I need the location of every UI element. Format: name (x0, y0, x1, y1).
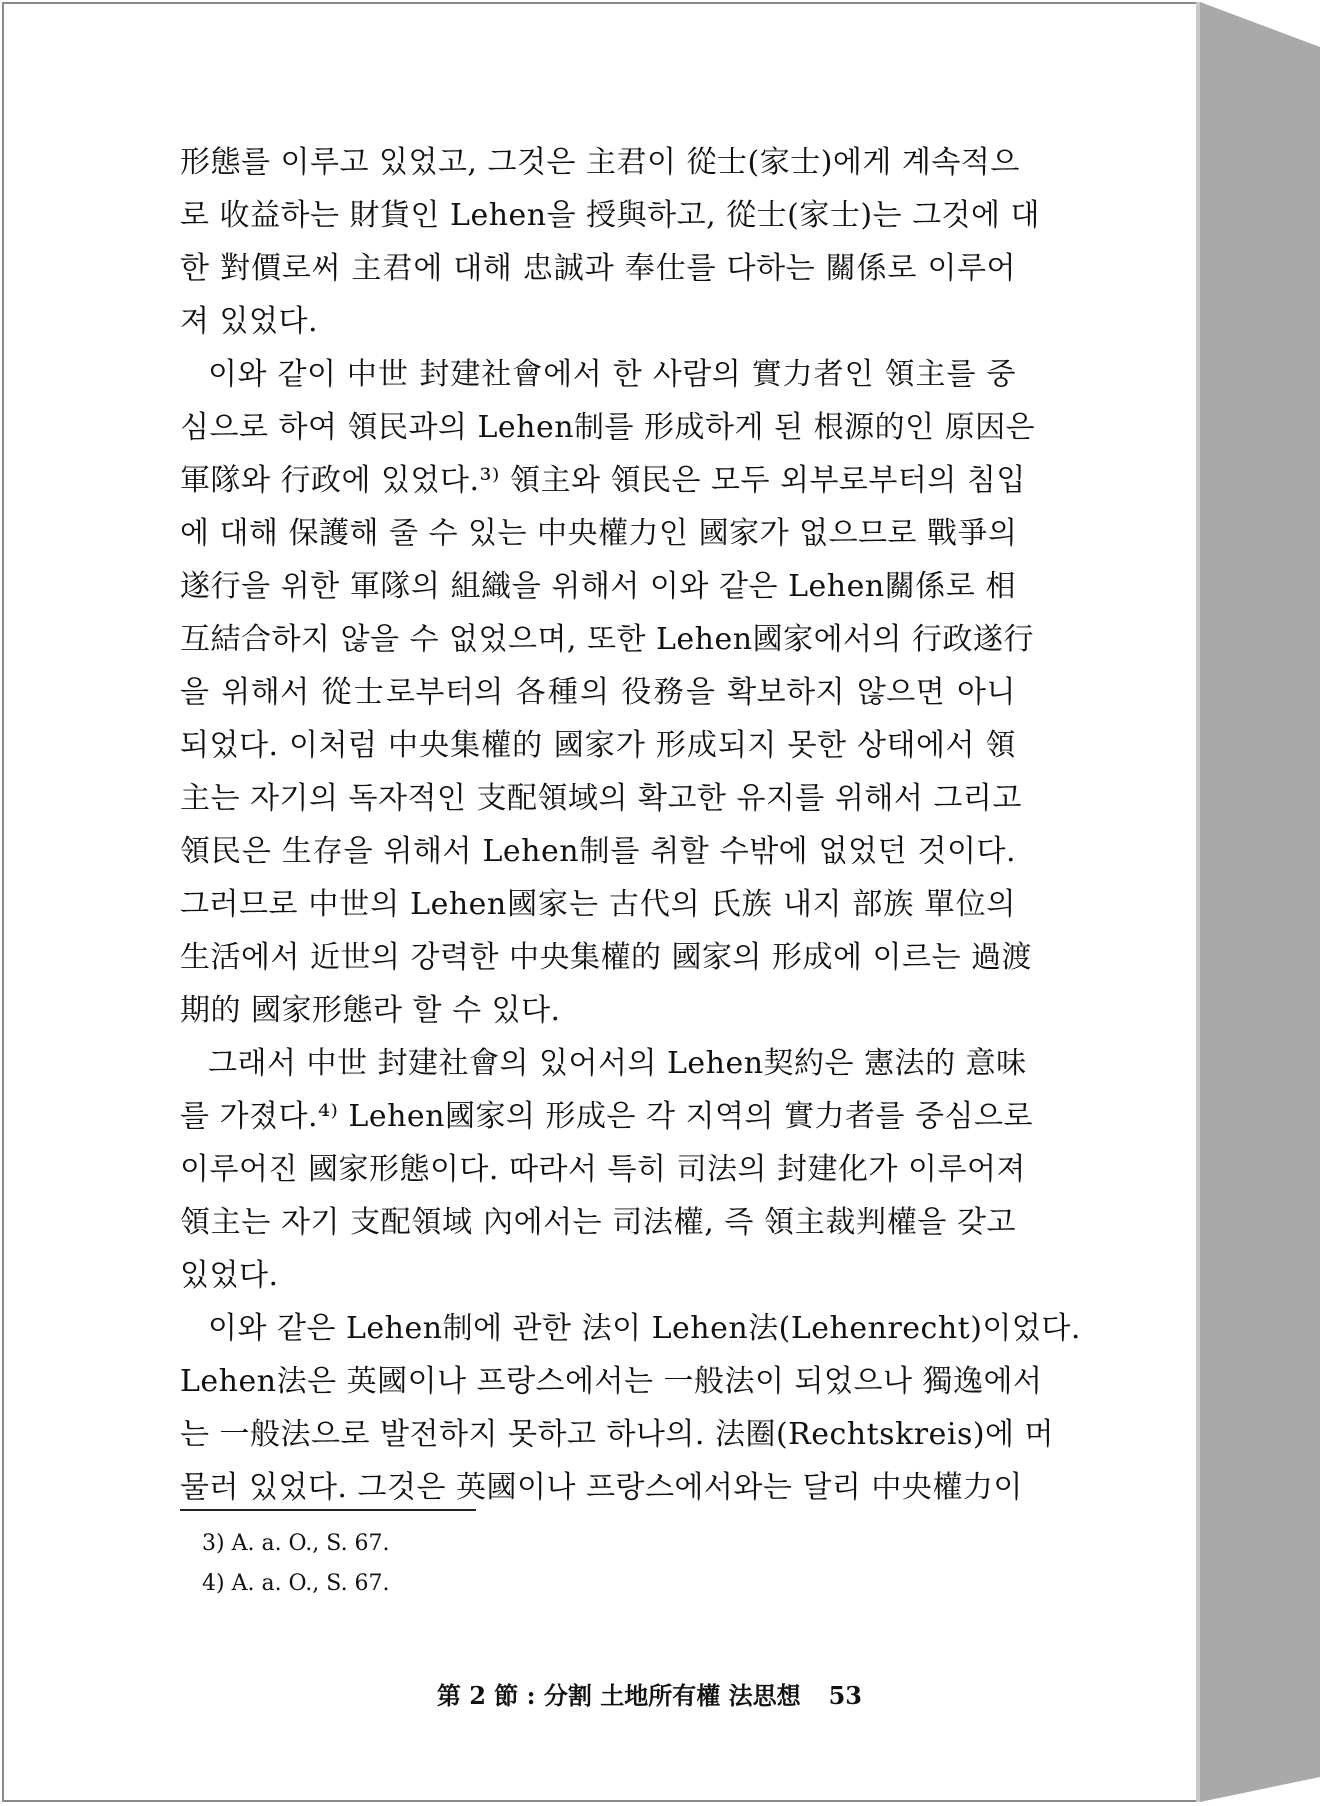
body-text (180, 136, 1081, 1514)
text-line: 로 收益하는 財貨인 Lehen을 授與하고, 從士(家士)는 그것에 대 (180, 198, 1041, 233)
page-number: 53 (828, 1681, 862, 1710)
book-spine (1200, 2, 1320, 1802)
text-line: 期的 國家形態라 할 수 있다. (180, 993, 561, 1028)
text-line: 에 대해 保護해 줄 수 있는 中央權力인 國家가 없으므로 戰爭의 (180, 516, 1018, 551)
text-line: 領主는 자기 支配領域 內에서는 司法權, 즉 領主裁判權을 갖고 (180, 1205, 1016, 1240)
text-line: 互結合하지 않을 수 없었으며, 또한 Lehen國家에서의 行政遂行 (180, 622, 1035, 657)
text-line: 이와 같은 Lehen制에 관한 法이 Lehen法(Lehenrecht)이었다. (208, 1311, 1081, 1346)
text-line: 한 對價로써 主君에 대해 忠誠과 奉仕를 다하는 關係로 이루어 (180, 251, 1016, 286)
text-line: 生活에서 近世의 강력한 中央集權的 國家의 形成에 이르는 過渡 (180, 940, 1033, 975)
running-footer (437, 1676, 862, 1711)
text-line: 領民은 生存을 위해서 Lehen制를 취할 수밖에 없었던 것이다. (180, 834, 1016, 869)
text-line: 는 一般法으로 발전하지 못하고 하나의. 法圈(Rechtskreis)에 머 (180, 1417, 1055, 1452)
text-line: 그래서 中世 封建社會의 있어서의 Lehen契約은 憲法的 意味 (208, 1046, 1027, 1081)
text-line: 되었다. 이처럼 中央集權的 國家가 形成되지 못한 상태에서 領 (180, 728, 1016, 763)
text-line: 이와 같이 中世 封建社會에서 한 사람의 實力者인 領主를 중 (208, 357, 1016, 392)
footnote: 4) A. a. O., S. 67. (202, 1571, 390, 1596)
text-line: 을 위해서 從士로부터의 各種의 役務을 확보하지 않으면 아니 (180, 675, 1016, 710)
section-title: 第 2 節 : 分割 土地所有權 法思想 (436, 1681, 801, 1710)
text-line: 있었다. (180, 1258, 279, 1293)
text-line: 主는 자기의 독자적인 支配領域의 확고한 유지를 위해서 그리고 (180, 781, 1022, 816)
footnote-divider (180, 1509, 476, 1511)
text-line: 물러 있었다. 그것은 英國이나 프랑스에서와는 달리 中央權力이 (180, 1470, 1023, 1505)
text-line: 그러므로 中世의 Lehen國家는 古代의 氏族 내지 部族 單位의 (180, 887, 1016, 922)
book-page (2, 2, 1200, 1802)
text-line: 심으로 하여 領民과의 Lehen制를 形成하게 된 根源的인 原因은 (180, 410, 1036, 445)
text-line: 져 있었다. (180, 304, 318, 339)
text-line: 軍隊와 行政에 있었다.³⁾ 領主와 領民은 모두 외부로부터의 침입 (180, 463, 1026, 498)
footnote: 3) A. a. O., S. 67. (202, 1531, 390, 1556)
text-line: 이루어진 國家形態이다. 따라서 특히 司法의 封建化가 이루어져 (180, 1152, 1026, 1187)
footnotes (202, 1524, 390, 1604)
text-line: 遂行을 위한 軍隊의 組織을 위해서 이와 같은 Lehen關係로 相 (180, 569, 1016, 604)
text-line: Lehen法은 英國이나 프랑스에서는 一般法이 되었으나 獨逸에서 (180, 1364, 1043, 1399)
text-line: 를 가졌다.⁴⁾ Lehen國家의 形成은 각 지역의 實力者를 중심으로 (180, 1099, 1033, 1134)
text-line: 形態를 이루고 있었고, 그것은 主君이 從士(家士)에게 계속적으 (180, 145, 1020, 180)
